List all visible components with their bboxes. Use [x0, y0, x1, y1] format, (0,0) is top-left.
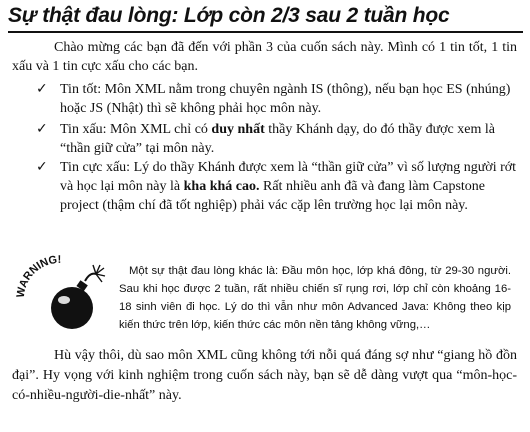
list-item-bad-news — [36, 120, 518, 158]
list-item-worst-news — [36, 158, 518, 238]
page-title: Sự thật đau lòng: Lớp còn 2/3 sau 2 tuần học — [8, 4, 450, 27]
intro-paragraph: Chào mừng các bạn đã đến với phần 3 của cuốn sách này. Mình có 1 tin tốt, 1 tin xấu và 1 tin cực xấu cho các bạn. — [12, 40, 517, 74]
warning-text: Một sự thật đau lòng khác là: Đầu môn học, lớp khá đông, từ 29-30 người. Sau khi học được 2 tuần, rất nhiều chiến sĩ rụng rơi, lớp chỉ còn khoảng 16-18 sinh viên đi học. Lý do thì vẫn như môn Advanced Java: Không theo kịp kiến thức trên lớp, kiến thức các môn nền tảng không vững,… — [119, 265, 511, 331]
check-icon: ✓ — [36, 159, 48, 175]
check-icon: ✓ — [36, 121, 48, 137]
bomb-icon — [14, 254, 108, 334]
bullet-text-post: thầy Khánh dạy, do đó thầy được xem là “thần giữ cửa” tại môn này. — [60, 122, 495, 156]
title-underline — [8, 31, 523, 33]
bullet-text: Tin tốt: Môn XML nằm trong chuyên ngành IS (thông), nếu bạn học ES (nhúng) hoặc JS (Nhật) thì sẽ không phải học môn này. — [60, 82, 511, 116]
check-icon: ✓ — [36, 81, 48, 97]
bullet-text-pre: Tin xấu: Môn XML chỉ có — [60, 122, 212, 137]
bullet-text-bold: duy nhất — [211, 122, 265, 137]
bullet-text-bold: kha khá cao. — [183, 179, 260, 194]
warning-label: WARNING! — [14, 254, 62, 299]
bullet-text-pre: Tin cực xấu: Lý do thầy Khánh được xem là “thần giữ cửa” vì số lượng người rớt và học lại môn này là — [60, 160, 517, 194]
news-list — [36, 80, 518, 238]
svg-text:WARNING! — [15, 254, 62, 298]
closing-paragraph: Hù vậy thôi, dù sao môn XML cũng không tới nỗi quá đáng sợ như “giang hồ đồn đại”. Hy vọng với kinh nghiệm trong cuốn sách này, bạn sẽ dễ dàng vượt qua “môn-học-có-nhiều-người-die-nhất” này. — [12, 348, 517, 403]
warning-badge — [14, 254, 108, 334]
bullet-text-post: Rất nhiều anh đã và đang làm Capstone project (thậm chí đã tốt nghiệp) phải vác cặp lên trường học lại môn này. — [60, 179, 485, 213]
list-item-good-news — [36, 80, 518, 120]
